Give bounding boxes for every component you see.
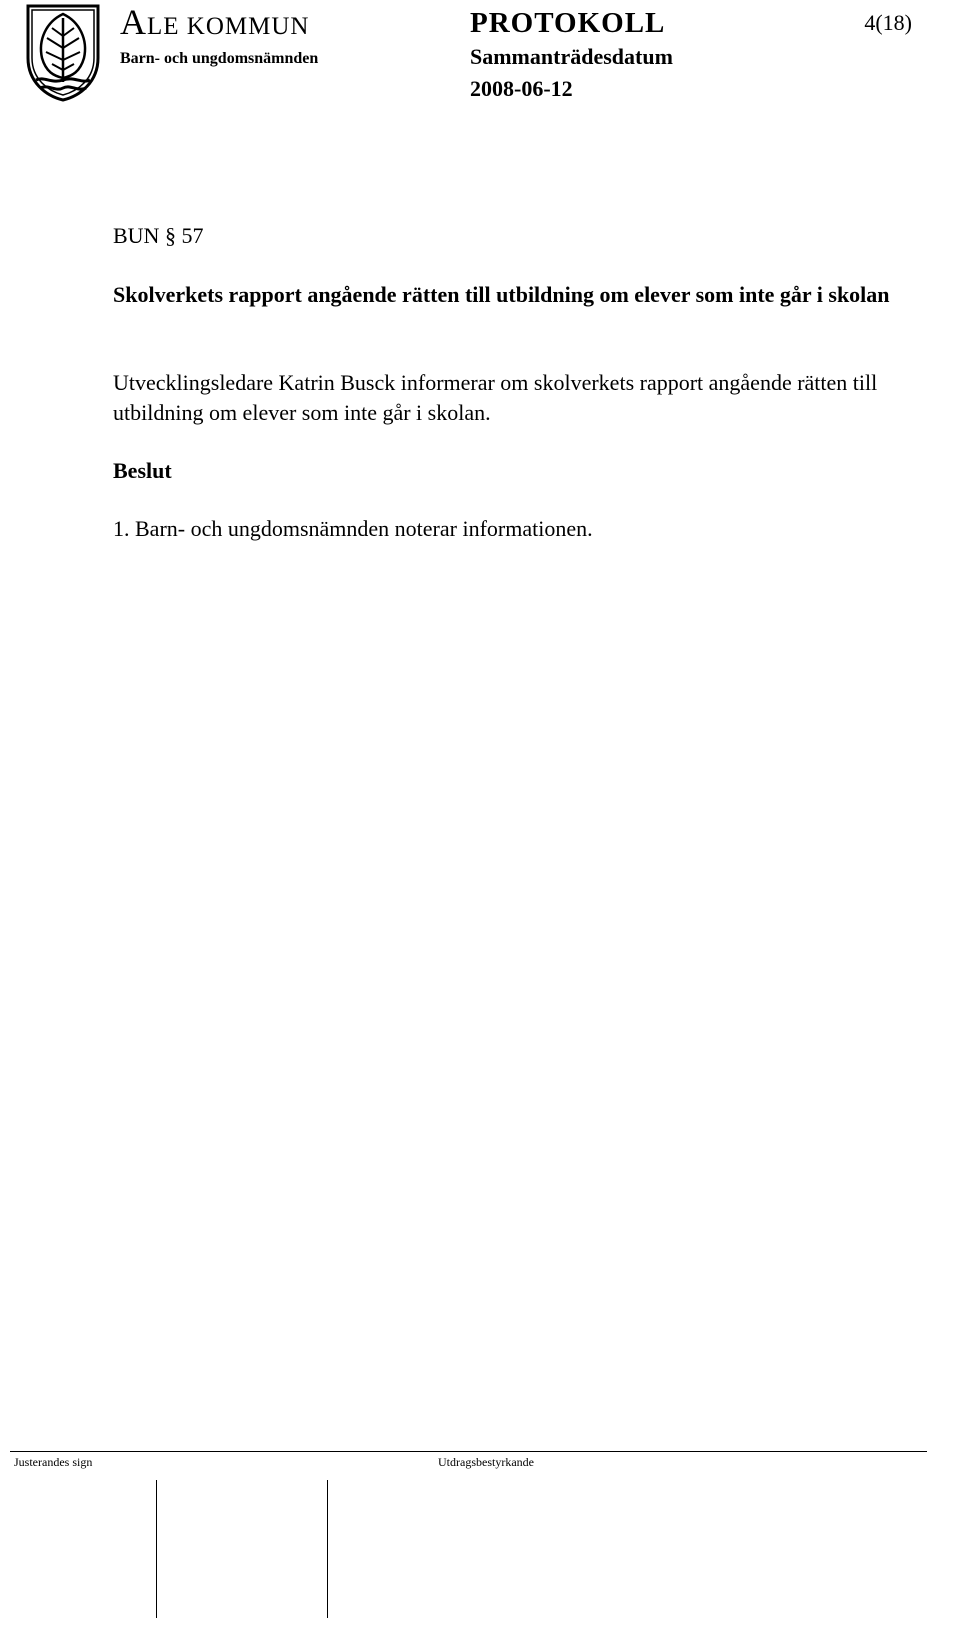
extract-certification-label: Utdragsbestyrkande [438,1455,534,1469]
committee-name: Barn- och ungdomsnämnden [120,50,319,67]
meeting-date-label: Sammanträdesdatum [470,44,673,69]
organization-name-rest: LE KOMMUN [147,13,310,40]
coat-of-arms-icon [22,2,104,102]
section-title: Skolverkets rapport angående rätten till utbildning om elever som inte går i skolan [113,282,890,307]
page-number: 4(18) [864,10,912,35]
document-type: PROTOKOLL [470,7,666,39]
organization-name [120,4,309,45]
organization-initial: A [120,2,147,42]
signature-box-divider [156,1480,157,1618]
signature-box-divider [327,1480,328,1618]
footer-divider [10,1451,927,1452]
meeting-date: 2008-06-12 [470,76,573,101]
section-body: Utvecklingsledare Katrin Busck informerar om skolverkets rapport angående rätten till utbildning om elever som inte går i skolan. [113,370,878,425]
decision-heading: Beslut [113,458,172,483]
section-code: BUN § 57 [113,223,204,248]
decision-item: 1. Barn- och ungdomsnämnden noterar informationen. [113,516,593,541]
signature-label: Justerandes sign [14,1455,93,1469]
